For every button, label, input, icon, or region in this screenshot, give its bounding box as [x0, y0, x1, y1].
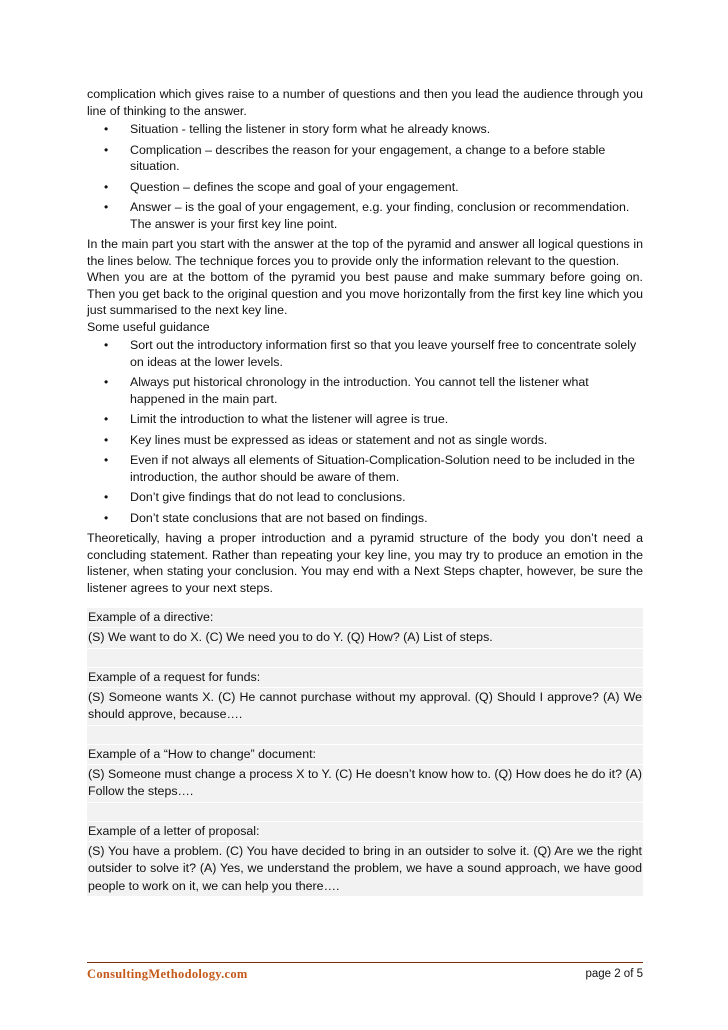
document-page	[87, 86, 643, 897]
bullet-icon: •	[104, 338, 109, 352]
list-item: • Complication – describes the reason for your engagement, a change to a before stable situation.	[104, 142, 606, 173]
bullet-icon: •	[104, 375, 109, 389]
conclusion-paragraph: Theoretically, having a proper introduction and a pyramid structure of the body you don’t need a concluding statement. Rather than repeating your key line, you may try to produce an emotion in the listener, when stating your conclusion. You may end with a Next Steps chapter, however, be sure the listener agrees to your next steps.	[87, 531, 643, 595]
example-block	[87, 608, 643, 649]
bullet-icon: •	[104, 179, 109, 194]
example-spacer	[87, 649, 643, 668]
main-part-paragraph: In the main part you start with the answer at the top of the pyramid and answer all logical questions in the lines below. The technique forces you to provide only the information relevant to the question.	[87, 237, 643, 268]
page-footer	[87, 962, 643, 982]
list-item: • Key lines must be expressed as ideas or statement and not as single words.	[104, 432, 548, 447]
list-item: • Don’t give findings that do not lead to conclusions.	[104, 490, 406, 504]
example-title: Example of a “How to change” document:	[87, 745, 643, 765]
bullet-icon: •	[104, 200, 109, 214]
list-item: • Sort out the introductory information first so that you leave yourself free to concentrate solely on ideas at the lower levels.	[104, 338, 637, 369]
bullet-icon: •	[104, 122, 109, 136]
intro-paragraph: complication which gives raise to a number of questions and then you lead the audience through you line of thinking to the answer.	[87, 87, 643, 118]
example-block	[87, 745, 643, 803]
list-item: • Always put historical chronology in the introduction. You cannot tell the listener what happened in the main part.	[104, 375, 589, 406]
example-title: Example of a request for funds:	[87, 668, 643, 688]
example-title: Example of a directive:	[87, 608, 643, 628]
guidance-bullet-list	[87, 337, 643, 526]
examples-table	[87, 608, 643, 897]
list-item: • Don’t state conclusions that are not based on findings.	[104, 510, 428, 525]
example-title: Example of a letter of proposal:	[87, 822, 643, 842]
bullet-icon: •	[104, 412, 109, 426]
example-spacer	[87, 803, 643, 822]
list-item: • Limit the introduction to what the listener will agree is true.	[104, 412, 449, 426]
bottom-pyramid-paragraph: When you are at the bottom of the pyramid you best pause and make summary before going on. Then you get back to the original question and you move horizontally from the first key line which you just summarised to the next key line.	[87, 270, 643, 317]
example-body: (S) We want to do X. (C) We need you to do Y. (Q) How? (A) List of steps.	[87, 628, 643, 649]
list-item: • Answer – is the goal of your engagement, e.g. your finding, conclusion or recommendation. The answer is your first key line point.	[104, 200, 630, 231]
example-body: (S) You have a problem. (C) You have decided to bring in an outsider to solve it. (Q) Are we the right outsider to solve it? (A) Yes, we understand the problem, we have a sound approach, we have good people to work on it, we can help you there….	[87, 842, 643, 898]
example-spacer	[87, 726, 643, 745]
list-item: • Question – defines the scope and goal of your engagement.	[104, 179, 459, 194]
brand-link[interactable]: ConsultingMethodology.com	[87, 967, 248, 981]
page-number: page 2 of 5	[585, 968, 643, 980]
example-body: (S) Someone must change a process X to Y. (C) He doesn’t know how to. (Q) How does he do it? (A) Follow the steps….	[87, 765, 643, 803]
example-body: (S) Someone wants X. (C) He cannot purchase without my approval. (Q) Should I approve? (A) We should approve, because….	[87, 688, 643, 726]
example-block	[87, 822, 643, 898]
bullet-icon: •	[104, 510, 109, 525]
list-item: • Situation - telling the listener in story form what he already knows.	[104, 122, 491, 136]
example-block	[87, 668, 643, 726]
bullet-icon: •	[104, 490, 109, 504]
list-item: • Even if not always all elements of Situation-Complication-Solution need to be included in the introduction, the author should be aware of them.	[104, 453, 635, 484]
bullet-icon: •	[104, 142, 109, 157]
scr-bullet-list	[87, 121, 643, 232]
bullet-icon: •	[104, 453, 109, 467]
guidance-heading: Some useful guidance	[87, 319, 210, 334]
bullet-icon: •	[104, 432, 109, 447]
